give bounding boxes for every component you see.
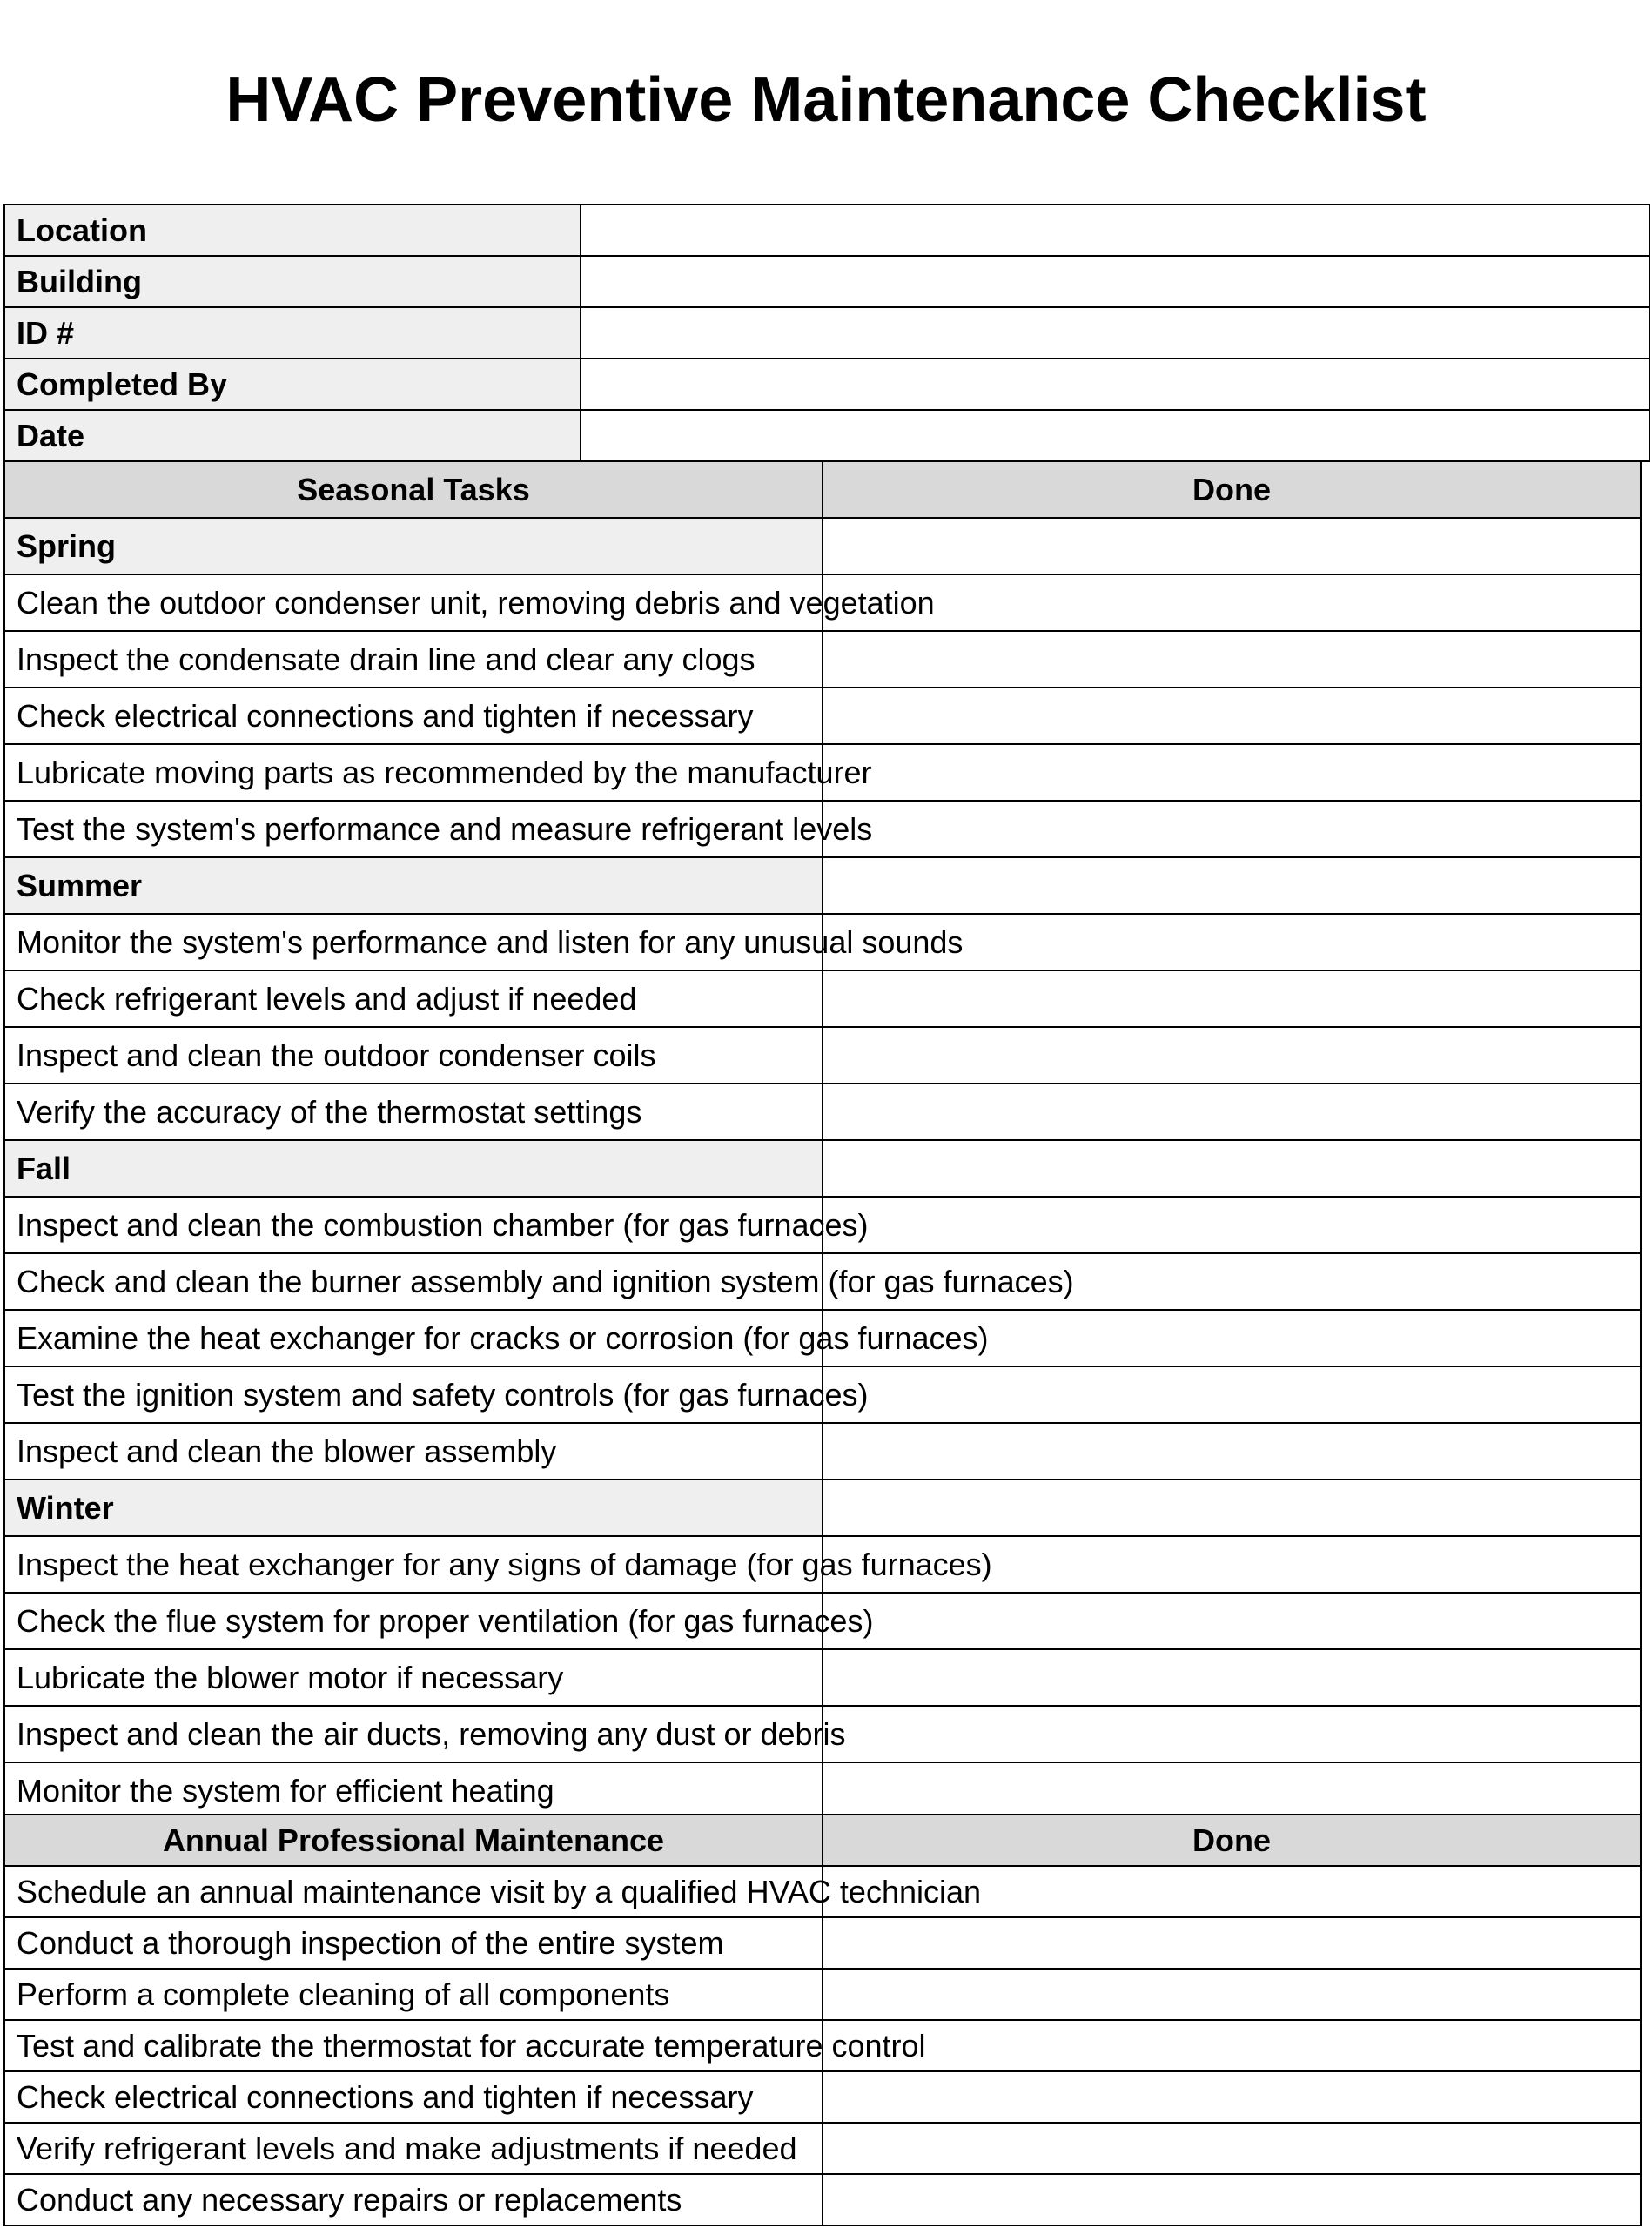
task-row: [4, 574, 1641, 631]
task-label: Lubricate the blower motor if necessary: [4, 1649, 823, 1706]
page-title: HVAC Preventive Maintenance Checklist: [225, 65, 1427, 135]
done-cell[interactable]: [823, 801, 1641, 857]
id-label: ID #: [4, 307, 581, 359]
task-label: Check refrigerant levels and adjust if needed: [4, 970, 823, 1027]
task-row: [4, 1253, 1641, 1310]
task-label: Conduct a thorough inspection of the entire system: [4, 1917, 823, 1969]
info-row: [4, 410, 1649, 461]
done-cell[interactable]: [823, 574, 1641, 631]
season-label-summer: Summer: [4, 857, 823, 914]
task-row: [4, 2174, 1641, 2225]
task-label: Monitor the system for efficient heating: [4, 1762, 823, 1819]
done-cell[interactable]: [823, 1366, 1641, 1423]
season-label-winter: Winter: [4, 1480, 823, 1536]
task-row: [4, 2020, 1641, 2071]
done-cell[interactable]: [823, 1649, 1641, 1706]
task-label: Check electrical connections and tighten if necessary: [4, 2071, 823, 2123]
done-cell[interactable]: [823, 1197, 1641, 1253]
done-cell[interactable]: [823, 2071, 1641, 2123]
season-row-summer: [4, 857, 1641, 914]
task-row: [4, 688, 1641, 744]
task-label: Inspect and clean the air ducts, removing any dust or debris: [4, 1706, 823, 1762]
seasonal-tasks-header: Seasonal Tasks: [4, 461, 823, 518]
done-cell[interactable]: [823, 1762, 1641, 1819]
location-field[interactable]: [581, 205, 1649, 256]
completed-by-label: Completed By: [4, 359, 581, 410]
annual-maintenance-table: [3, 1814, 1642, 2226]
task-row: [4, 1366, 1641, 1423]
task-row: [4, 2071, 1641, 2123]
task-label: Perform a complete cleaning of all components: [4, 1969, 823, 2020]
task-row: [4, 1084, 1641, 1140]
date-field[interactable]: [581, 410, 1649, 461]
done-cell[interactable]: [823, 631, 1641, 688]
done-cell[interactable]: [823, 744, 1641, 801]
annual-header-row: [4, 1815, 1641, 1866]
task-label: Test the system's performance and measure refrigerant levels: [4, 801, 823, 857]
task-label: Verify the accuracy of the thermostat settings: [4, 1084, 823, 1140]
task-row: [4, 801, 1641, 857]
seasonal-header-row: [4, 461, 1641, 518]
task-row: [4, 1762, 1641, 1819]
task-row: [4, 1423, 1641, 1480]
id-field[interactable]: [581, 307, 1649, 359]
task-label: Monitor the system's performance and listen for any unusual sounds: [4, 914, 823, 970]
done-cell[interactable]: [823, 857, 1641, 914]
done-cell[interactable]: [823, 1084, 1641, 1140]
done-cell[interactable]: [823, 2123, 1641, 2174]
done-cell[interactable]: [823, 1423, 1641, 1480]
task-label: Check the flue system for proper ventilation (for gas furnaces): [4, 1593, 823, 1649]
completed-by-field[interactable]: [581, 359, 1649, 410]
season-row-winter: [4, 1480, 1641, 1536]
task-row: [4, 1027, 1641, 1084]
season-row-spring: [4, 518, 1641, 574]
info-row: [4, 256, 1649, 307]
done-cell[interactable]: [823, 2174, 1641, 2225]
done-cell[interactable]: [823, 1917, 1641, 1969]
task-row: [4, 1969, 1641, 2020]
task-label: Verify refrigerant levels and make adjustments if needed: [4, 2123, 823, 2174]
task-row: [4, 2123, 1641, 2174]
task-label: Test and calibrate the thermostat for accurate temperature control: [4, 2020, 823, 2071]
task-row: [4, 1536, 1641, 1593]
seasonal-tasks-table: [3, 460, 1642, 1820]
done-cell[interactable]: [823, 1140, 1641, 1197]
info-row: [4, 205, 1649, 256]
done-header: Done: [823, 461, 1641, 518]
task-label: Inspect the condensate drain line and clear any clogs: [4, 631, 823, 688]
done-cell[interactable]: [823, 1480, 1641, 1536]
task-row: [4, 744, 1641, 801]
task-label: Inspect and clean the blower assembly: [4, 1423, 823, 1480]
task-label: Check and clean the burner assembly and ignition system (for gas furnaces): [4, 1253, 823, 1310]
info-table: [3, 204, 1650, 462]
done-cell[interactable]: [823, 688, 1641, 744]
task-row: [4, 1197, 1641, 1253]
task-row: [4, 1917, 1641, 1969]
task-row: [4, 1310, 1641, 1366]
date-label: Date: [4, 410, 581, 461]
task-label: Lubricate moving parts as recommended by the manufacturer: [4, 744, 823, 801]
task-label: Conduct any necessary repairs or replacements: [4, 2174, 823, 2225]
task-row: [4, 631, 1641, 688]
done-cell[interactable]: [823, 1027, 1641, 1084]
done-cell[interactable]: [823, 970, 1641, 1027]
building-field[interactable]: [581, 256, 1649, 307]
task-label: Check electrical connections and tighten if necessary: [4, 688, 823, 744]
task-label: Schedule an annual maintenance visit by a qualified HVAC technician: [4, 1866, 823, 1917]
season-row-fall: [4, 1140, 1641, 1197]
annual-maintenance-header: Annual Professional Maintenance: [4, 1815, 823, 1866]
info-row: [4, 359, 1649, 410]
season-label-spring: Spring: [4, 518, 823, 574]
done-header: Done: [823, 1815, 1641, 1866]
done-cell[interactable]: [823, 518, 1641, 574]
task-row: [4, 1866, 1641, 1917]
task-label: Clean the outdoor condenser unit, removing debris and vegetation: [4, 574, 823, 631]
building-label: Building: [4, 256, 581, 307]
task-label: Test the ignition system and safety controls (for gas furnaces): [4, 1366, 823, 1423]
done-cell[interactable]: [823, 1706, 1641, 1762]
task-row: [4, 970, 1641, 1027]
task-row: [4, 1593, 1641, 1649]
task-row: [4, 1649, 1641, 1706]
task-row: [4, 914, 1641, 970]
task-label: Inspect and clean the combustion chamber (for gas furnaces): [4, 1197, 823, 1253]
task-label: Inspect the heat exchanger for any signs of damage (for gas furnaces): [4, 1536, 823, 1593]
done-cell[interactable]: [823, 2020, 1641, 2071]
done-cell[interactable]: [823, 1593, 1641, 1649]
task-label: Examine the heat exchanger for cracks or corrosion (for gas furnaces): [4, 1310, 823, 1366]
location-label: Location: [4, 205, 581, 256]
task-label: Inspect and clean the outdoor condenser coils: [4, 1027, 823, 1084]
info-row: [4, 307, 1649, 359]
done-cell[interactable]: [823, 1969, 1641, 2020]
task-row: [4, 1706, 1641, 1762]
season-label-fall: Fall: [4, 1140, 823, 1197]
